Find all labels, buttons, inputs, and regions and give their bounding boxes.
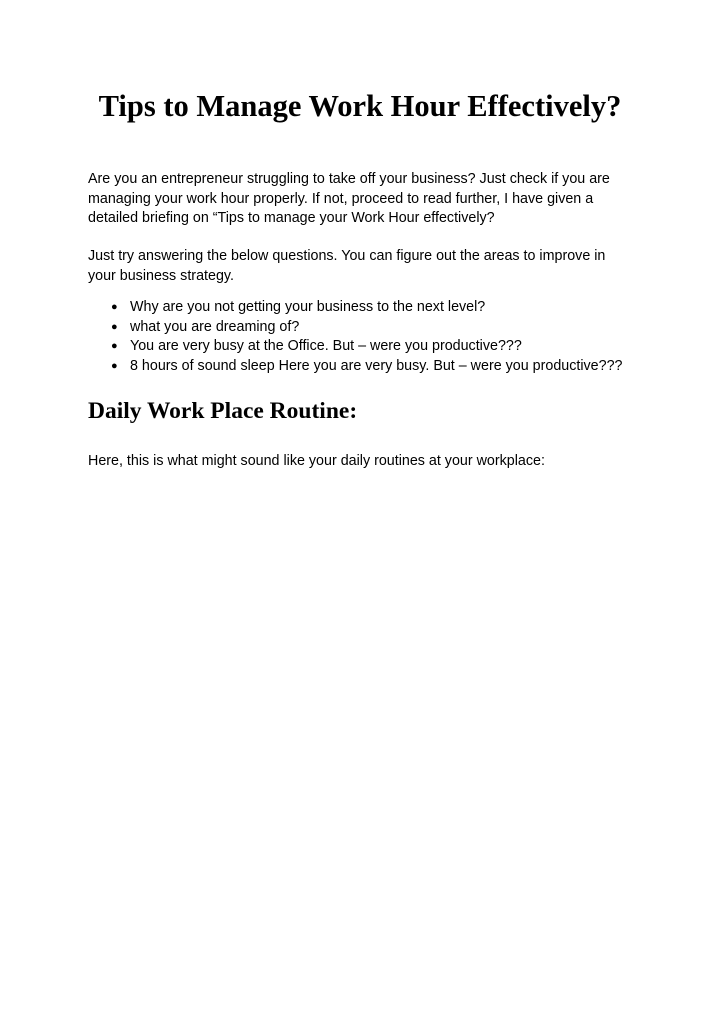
questions-list	[88, 298, 648, 376]
bullet-icon: ●	[111, 320, 118, 333]
intro-paragraph: Are you an entrepreneur struggling to take off your business? Just check if you are managing your work hour properly. If not, proceed to read further, I have given a detailed briefing on “Tips to manage your Work Hour effectively?	[88, 171, 610, 226]
list-item-text: 8 hours of sound sleep Here you are very busy. But – were you productive???	[130, 357, 623, 374]
list-item-text: what you are dreaming of?	[130, 318, 300, 335]
bullet-icon: ●	[111, 301, 118, 313]
bullet-icon: ●	[111, 340, 118, 352]
list-item	[88, 357, 648, 377]
list-item-text: Why are you not getting your business to the next level?	[130, 299, 486, 315]
questions-paragraph: Just try answering the below questions. You can figure out the areas to improve in your business strategy.	[88, 248, 606, 284]
section-heading: Daily Work Place Routine:	[88, 398, 358, 424]
list-item-text: You are very busy at the Office. But – were you productive???	[130, 338, 522, 354]
bullet-icon: ●	[111, 359, 118, 372]
list-item	[88, 337, 648, 357]
section-paragraph: Here, this is what might sound like your daily routines at your workplace:	[88, 453, 545, 469]
list-item	[88, 318, 648, 338]
document-title: Tips to Manage Work Hour Effectively?	[98, 89, 622, 123]
list-item	[88, 298, 648, 318]
